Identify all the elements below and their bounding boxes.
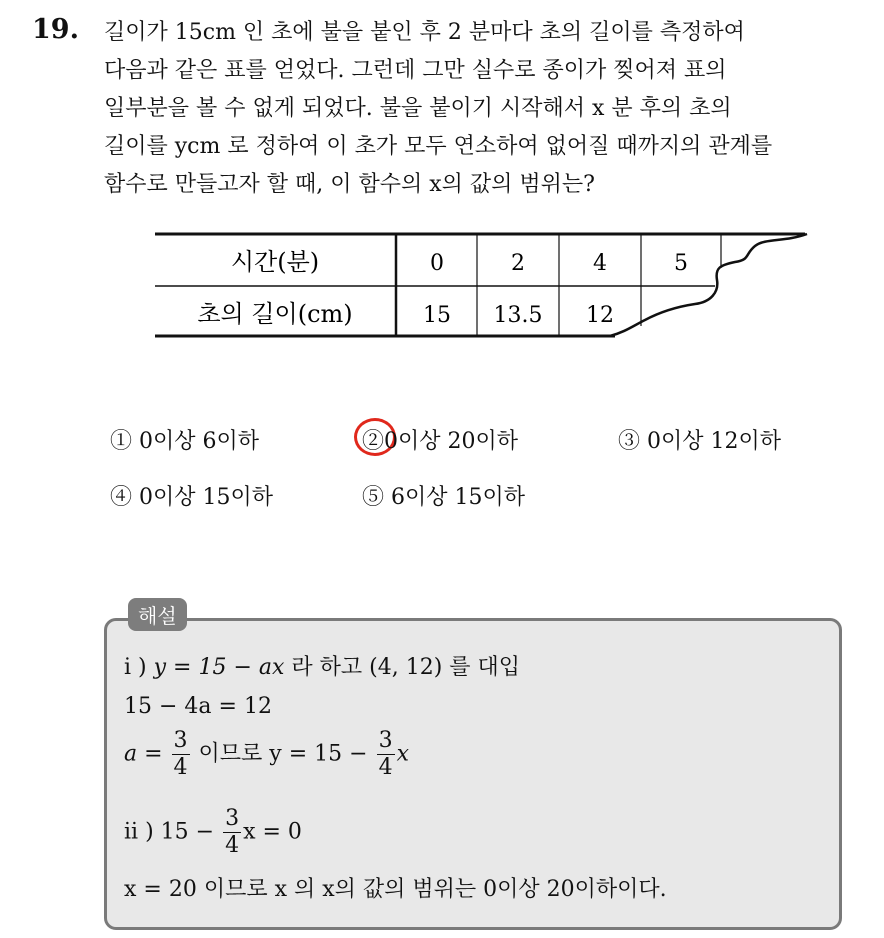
table-cell: 13.5 xyxy=(493,303,543,328)
equation: y = 15 − ax xyxy=(153,655,285,680)
choice-marker: ④ xyxy=(110,485,133,510)
data-table xyxy=(155,232,815,356)
table-row2-header: 초의 길이(cm) xyxy=(197,300,353,328)
choice-marker: ② xyxy=(362,429,385,454)
step-text: 라 하고 (4, 12) 를 대입 xyxy=(284,655,521,680)
choice-1[interactable] xyxy=(110,424,259,455)
variable: x xyxy=(396,741,409,767)
table-cell: 15 xyxy=(423,303,451,328)
torn-edge xyxy=(610,234,807,336)
table-cell: 5 xyxy=(674,251,688,276)
choice-text: 6이상 15이하 xyxy=(391,485,526,510)
fraction: $\frac{3}{4}$ xyxy=(173,728,188,780)
table-cell: 12 xyxy=(586,303,614,328)
choice-marker: ① xyxy=(110,429,133,454)
choice-marker: ③ xyxy=(618,429,641,454)
solution-line-3 xyxy=(124,730,409,779)
stem-line: 길이를 ycm 로 정하여 이 초가 모두 연소하여 없어질 때까지의 관계를 xyxy=(104,134,773,159)
stem-line: 일부분을 볼 수 없게 되었다. 불을 붙이기 시작해서 x 분 후의 초의 xyxy=(104,96,732,121)
stem-line: 길이가 15cm 인 초에 불을 붙인 후 2 분마다 초의 길이를 측정하여 xyxy=(104,20,745,45)
fraction: $\frac{3}{4}$ xyxy=(378,728,393,780)
stem-line: 함수로 만들고자 할 때, 이 함수의 x의 값의 범위는? xyxy=(104,172,595,197)
step-label: i ) xyxy=(124,655,154,680)
table-cell: 4 xyxy=(593,251,607,276)
solution-line-2: 15 − 4a = 12 xyxy=(124,694,272,719)
step-text: 이므로 y = 15 − xyxy=(198,741,368,767)
choice-text: 0이상 6이하 xyxy=(139,429,260,454)
table-row1-header: 시간(분) xyxy=(230,248,320,276)
stem-line: 다음과 같은 표를 얻었다. 그런데 그만 실수로 종이가 찢어져 표의 xyxy=(104,58,727,83)
torn-table-svg xyxy=(155,232,815,352)
solution-line-1 xyxy=(124,650,520,681)
choice-2[interactable] xyxy=(362,424,518,455)
equation: a = xyxy=(124,741,163,767)
choice-text: 0이상 20이하 xyxy=(384,429,519,454)
choice-text: 0이상 12이하 xyxy=(647,429,782,454)
step-text: x = 0 xyxy=(243,819,302,845)
problem-stem xyxy=(104,14,864,204)
choice-text: 0이상 15이하 xyxy=(139,485,274,510)
choice-5[interactable] xyxy=(362,480,525,511)
fraction: $\frac{3}{4}$ xyxy=(225,806,240,858)
table-cell: 2 xyxy=(511,251,525,276)
choice-marker: ⑤ xyxy=(362,485,385,510)
problem-number: 19. xyxy=(32,14,79,45)
choice-4[interactable] xyxy=(110,480,273,511)
solution-line-4 xyxy=(124,808,302,857)
solution-line-5: x = 20 이므로 x 의 x의 값의 범위는 0이상 20이하이다. xyxy=(124,877,667,902)
table-cell: 0 xyxy=(430,251,444,276)
solution-tag: 해설 xyxy=(128,598,187,631)
step-text: ii ) 15 − xyxy=(124,819,215,845)
choice-3[interactable] xyxy=(618,424,781,455)
